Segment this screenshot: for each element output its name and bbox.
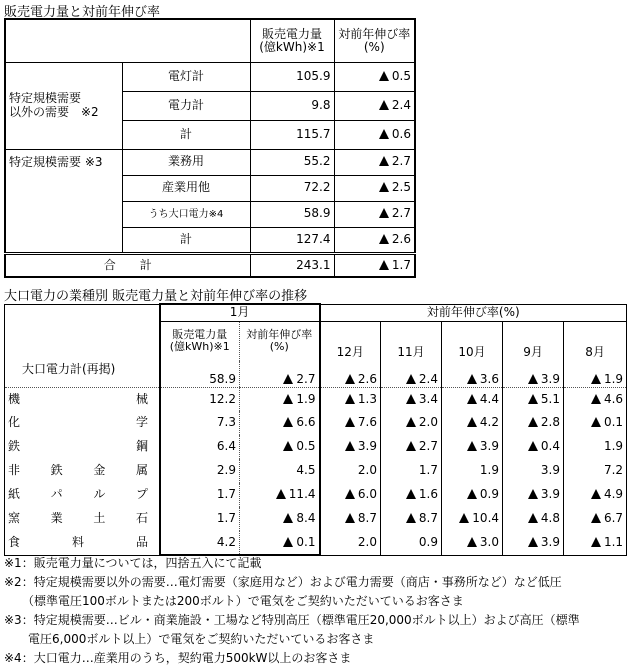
table-row (5, 411, 627, 435)
value-text: 5.1 (540, 391, 561, 406)
negative-triangle-icon (467, 537, 477, 547)
sales-value (160, 531, 240, 555)
trend-value (381, 459, 442, 483)
negative-triangle-icon (276, 489, 286, 499)
negative-triangle-icon (591, 417, 601, 427)
value-text: 3.9 (479, 439, 500, 454)
negative-triangle-icon (406, 394, 416, 404)
trend-value (381, 483, 442, 507)
sales-value (250, 62, 334, 91)
trend-value (503, 483, 564, 507)
trend-value (320, 361, 381, 387)
value-text: 1.3 (357, 391, 378, 406)
sales-value (160, 387, 240, 411)
row-label-char: 食 (8, 535, 21, 550)
month-col-header (320, 321, 381, 361)
row-label-char: 属 (135, 463, 148, 478)
value-text: 3.4 (418, 391, 439, 406)
month-col-header (442, 321, 503, 361)
row-label-text: 産業用他 (161, 180, 210, 195)
header-yoy-line2: (%) (363, 39, 385, 54)
row-label-char: 非 (8, 463, 21, 478)
trend-value (320, 387, 381, 411)
negative-triangle-icon (283, 394, 293, 404)
negative-triangle-icon (591, 394, 601, 404)
table-row (5, 435, 627, 459)
total-yoy (334, 253, 415, 277)
value-text: 3.0 (479, 535, 500, 550)
row-label (122, 120, 250, 149)
month-text: 12月 (336, 344, 364, 359)
sales-text: 4.2 (216, 534, 236, 549)
sales-text: 12.2 (209, 391, 236, 406)
sales-text: 2.9 (216, 463, 236, 478)
h2-yoy-2: (%) (269, 340, 289, 354)
month-text: 9月 (523, 344, 543, 359)
trend-value (442, 531, 503, 555)
trend-value (381, 411, 442, 435)
footnote-line: ※1：販売電力量については，四捨五入にて記載 (4, 556, 262, 570)
yoy-text: 2.7 (391, 206, 411, 221)
yoy-trend-header-text: 対前年伸び率(%) (426, 304, 520, 319)
sales-text: 55.2 (303, 154, 331, 169)
row-label-text: 電力計 (167, 97, 204, 112)
value-text: 0.1 (296, 534, 316, 549)
trend-value (503, 361, 564, 387)
table-row (5, 62, 415, 91)
negative-triangle-icon (591, 374, 601, 384)
negative-triangle-icon (528, 394, 538, 404)
row-label (5, 507, 160, 531)
value-text: 2.4 (418, 372, 439, 387)
trend-value (320, 435, 381, 459)
footnote-line: ※4：大口電力…産業用のうち，契約電力500kW以上のお客さま (4, 651, 352, 665)
negative-triangle-icon (591, 537, 601, 547)
row-label-char: 金 (93, 463, 106, 478)
row-label-char: 業 (50, 511, 63, 526)
value-text: 2.8 (540, 415, 561, 430)
trend-value (381, 361, 442, 387)
row-label (122, 227, 250, 253)
row-label-text: 計 (179, 231, 192, 246)
sales-text: 72.2 (303, 180, 331, 195)
trend-value (381, 531, 442, 555)
value-text: 1.9 (603, 372, 624, 387)
row-label-char: 紙 (8, 487, 21, 502)
sales-text: 58.9 (303, 206, 331, 221)
negative-triangle-icon (379, 71, 389, 81)
header-blank (5, 19, 250, 62)
sales-value (160, 411, 240, 435)
yoy-value (334, 227, 415, 253)
row-label (5, 531, 160, 555)
trend-value (442, 459, 503, 483)
yoy-value (334, 149, 415, 175)
trend-value (381, 435, 442, 459)
sales-value (160, 507, 240, 531)
row-label-char: 石 (135, 511, 148, 526)
trend-value (381, 387, 442, 411)
value-text: 1.1 (603, 535, 624, 550)
row-label (122, 62, 250, 91)
value-text: 2.7 (296, 372, 316, 387)
sales-text: 1.7 (216, 511, 236, 526)
row-label-char: 化 (8, 415, 21, 430)
month-text: 11月 (397, 344, 425, 359)
sales-value (250, 91, 334, 120)
row-label (5, 435, 160, 459)
table-row (5, 507, 627, 531)
row-label-char: 窯 (8, 511, 21, 526)
yoy-text: 2.7 (391, 154, 411, 169)
sales-value (160, 483, 240, 507)
value-text: 2.0 (357, 463, 378, 478)
trend-value (564, 531, 627, 555)
row-label-char: 機 (8, 391, 21, 406)
table2-title: 大口電力の業種別 販売電力量と対前年伸び率の推移 (4, 289, 308, 304)
trend-value (564, 459, 627, 483)
value-text: 6.7 (603, 511, 624, 526)
industry-table (4, 303, 627, 556)
sales-text: 127.4 (296, 231, 331, 246)
footnote-line: （標準電圧100ボルトまたは200ボルト）で電気をご契約いただいているお客さま (4, 594, 464, 608)
yoy-value (240, 361, 320, 387)
value-text: 7.6 (357, 415, 378, 430)
row-label-char: 学 (135, 415, 148, 430)
sales-value (250, 149, 334, 175)
yoy-value (334, 91, 415, 120)
value-text: 8.7 (357, 511, 378, 526)
header-sales-line2: (億kWh)※1 (259, 39, 325, 54)
footnotes (4, 554, 580, 668)
header-yoy-line1: 対前年伸び率 (338, 26, 411, 41)
sales-text: 6.4 (216, 439, 236, 454)
negative-triangle-icon (283, 537, 293, 547)
value-text: 6.0 (357, 487, 378, 502)
yoy-value (334, 120, 415, 149)
row-label-text: 計 (179, 126, 192, 141)
negative-triangle-icon (406, 513, 416, 523)
trend-value (503, 387, 564, 411)
sales-text: 105.9 (296, 68, 331, 83)
negative-triangle-icon (528, 489, 538, 499)
header-sales (250, 19, 334, 62)
sales-text: 58.9 (209, 372, 236, 387)
table-row (5, 483, 627, 507)
negative-triangle-icon (345, 489, 355, 499)
trend-value (564, 361, 627, 387)
value-text: 6.6 (296, 415, 316, 430)
header-blank (5, 304, 160, 321)
negative-triangle-icon (379, 234, 389, 244)
negative-triangle-icon (528, 513, 538, 523)
negative-triangle-icon (467, 441, 477, 451)
header-sales-line1: 販売電力量 (261, 26, 322, 41)
row-label-char: 鋼 (135, 439, 148, 454)
value-text: 0.1 (603, 415, 624, 430)
total-row (5, 253, 415, 277)
header-yoy (240, 321, 320, 361)
h2-yoy-1: 対前年伸び率 (246, 328, 313, 342)
negative-triangle-icon (345, 441, 355, 451)
trend-value (442, 411, 503, 435)
negative-triangle-icon (345, 394, 355, 404)
month-header-text: 1月 (229, 305, 250, 320)
month-header (160, 304, 320, 321)
sales-value (160, 361, 240, 387)
yoy-value (240, 411, 320, 435)
negative-triangle-icon (379, 260, 389, 270)
trend-value (442, 361, 503, 387)
month-col-header (564, 321, 627, 361)
sales-value (250, 227, 334, 253)
trend-value (442, 507, 503, 531)
negative-triangle-icon (379, 129, 389, 139)
table1-title: 販売電力量と対前年伸び率 (4, 5, 161, 20)
yoy-value (334, 175, 415, 201)
trend-value (503, 435, 564, 459)
value-text: 1.9 (479, 463, 500, 478)
value-text: 0.5 (296, 439, 316, 454)
row-label (122, 201, 250, 227)
footnote-line: ※2：特定規模需要以外の需要…電灯需要（家庭用など）および電力需要（商店・事務所など）など低圧 (4, 575, 562, 589)
value-text: 1.9 (296, 391, 316, 406)
row-label (122, 149, 250, 175)
month-col-header (381, 321, 442, 361)
total-sales (250, 253, 334, 277)
trend-value (442, 435, 503, 459)
row-label-char: ル (93, 487, 106, 502)
yoy-value (240, 507, 320, 531)
row-label (5, 361, 160, 387)
value-text: 3.9 (357, 439, 378, 454)
yoy-value (240, 459, 320, 483)
value-text: 2.0 (357, 535, 378, 550)
table-row (5, 459, 627, 483)
negative-triangle-icon (379, 208, 389, 218)
trend-value (503, 507, 564, 531)
negative-triangle-icon (528, 417, 538, 427)
group1-line1: 特定規模需要 (9, 91, 82, 106)
negative-triangle-icon (283, 417, 293, 427)
value-text: 7.2 (603, 463, 624, 478)
value-text: 1.9 (603, 439, 624, 454)
value-text: 0.9 (479, 487, 500, 502)
yoy-text: 0.6 (391, 126, 411, 141)
sales-text: 7.3 (216, 415, 236, 430)
trend-value (320, 459, 381, 483)
row-label-char: パ (50, 487, 63, 502)
row-label (5, 459, 160, 483)
value-text: 4.5 (296, 463, 316, 478)
yoy-value (334, 201, 415, 227)
negative-triangle-icon (406, 441, 416, 451)
total-label (5, 253, 250, 277)
sales-text: 1.7 (216, 487, 236, 502)
negative-triangle-icon (467, 374, 477, 384)
yoy-text: 2.4 (391, 97, 411, 112)
header-yoy (334, 19, 415, 62)
negative-triangle-icon (591, 489, 601, 499)
row-label-text: うち大口電力※4 (148, 208, 224, 220)
trend-value (320, 531, 381, 555)
value-text: 2.6 (357, 372, 378, 387)
negative-triangle-icon (283, 441, 293, 451)
row-label-char: プ (135, 487, 148, 502)
yoy-trend-header (320, 304, 627, 321)
yoy-value (240, 387, 320, 411)
value-text: 8.7 (418, 511, 439, 526)
row-label (122, 91, 250, 120)
row-label (5, 411, 160, 435)
negative-triangle-icon (467, 417, 477, 427)
trend-value (320, 507, 381, 531)
negative-triangle-icon (467, 394, 477, 404)
trend-value (320, 483, 381, 507)
row-label-char: 料 (71, 535, 84, 550)
yoy-value (240, 531, 320, 555)
sales-value (160, 459, 240, 483)
month-text: 10月 (458, 344, 486, 359)
footnote-line: 電圧6,000ボルト以上）で電気をご契約いただいているお客さま (4, 632, 375, 646)
sales-text: 9.8 (311, 97, 331, 112)
row-label (122, 175, 250, 201)
sales-value (250, 201, 334, 227)
yoy-text: 2.5 (391, 180, 411, 195)
negative-triangle-icon (528, 374, 538, 384)
row-label-char: 土 (93, 511, 106, 526)
trend-value (564, 507, 627, 531)
row-label-text: 電灯計 (167, 68, 204, 83)
sales-value (250, 175, 334, 201)
value-text: 3.6 (479, 372, 500, 387)
value-text: 3.9 (540, 372, 561, 387)
negative-triangle-icon (406, 489, 416, 499)
trend-value (503, 459, 564, 483)
negative-triangle-icon (379, 156, 389, 166)
yoy-text: 2.6 (391, 231, 411, 246)
table-row (5, 531, 627, 555)
h2-sales-1: 販売電力量 (172, 328, 228, 342)
total-label-text: 合 計 (103, 257, 152, 272)
sales-text: 115.7 (296, 126, 331, 141)
row-label-char: 鉄 (50, 463, 63, 478)
row-label-char: 品 (135, 535, 148, 550)
sales-value (160, 435, 240, 459)
value-text: 0.4 (540, 439, 561, 454)
value-text: 0.9 (418, 535, 439, 550)
value-text: 3.9 (540, 463, 561, 478)
negative-triangle-icon (379, 182, 389, 192)
row-label-char: 鉄 (8, 439, 21, 454)
value-text: 4.6 (603, 391, 624, 406)
negative-triangle-icon (467, 489, 477, 499)
trend-value (564, 435, 627, 459)
yoy-text: 0.5 (391, 68, 411, 83)
value-text: 8.4 (296, 511, 316, 526)
value-text: 4.2 (479, 415, 500, 430)
total-yoy-text: 1.7 (391, 257, 411, 272)
header-blank (5, 321, 160, 361)
trend-value (442, 483, 503, 507)
negative-triangle-icon (283, 374, 293, 384)
group1-line2: 以外の需要 ※2 (9, 104, 99, 119)
trend-value (564, 483, 627, 507)
month-col-header (503, 321, 564, 361)
trend-value (320, 411, 381, 435)
table-row (5, 149, 415, 175)
value-text: 1.7 (418, 463, 439, 478)
sales-value (250, 120, 334, 149)
negative-triangle-icon (345, 374, 355, 384)
yoy-value (240, 435, 320, 459)
trend-value (381, 507, 442, 531)
value-text: 4.4 (479, 391, 500, 406)
total-row (5, 361, 627, 387)
value-text: 4.9 (603, 487, 624, 502)
negative-triangle-icon (459, 513, 469, 523)
group-label-specified (5, 149, 122, 253)
footnote-line: ※3：特定規模需要…ビル・商業施設・工場など特別高圧（標準電圧20,000ボルト以上）および高圧（標準 (4, 613, 580, 627)
value-text: 3.9 (540, 535, 561, 550)
negative-triangle-icon (528, 537, 538, 547)
value-text: 1.6 (418, 487, 439, 502)
yoy-value (240, 483, 320, 507)
trend-value (503, 411, 564, 435)
trend-value (564, 411, 627, 435)
trend-value (503, 531, 564, 555)
negative-triangle-icon (345, 417, 355, 427)
table-row (5, 387, 627, 411)
group-label-non-specified (5, 62, 122, 149)
row-label-text: 大口電力計(再掲) (22, 362, 116, 376)
header-sales (160, 321, 240, 361)
trend-value (442, 387, 503, 411)
sales-table (4, 18, 416, 278)
negative-triangle-icon (379, 100, 389, 110)
value-text: 2.7 (418, 439, 439, 454)
value-text: 2.0 (418, 415, 439, 430)
h2-sales-2: (億kWh)※1 (169, 340, 230, 354)
trend-value (564, 387, 627, 411)
negative-triangle-icon (283, 513, 293, 523)
negative-triangle-icon (406, 417, 416, 427)
yoy-value (334, 62, 415, 91)
total-sales-text: 243.1 (296, 257, 331, 272)
negative-triangle-icon (591, 513, 601, 523)
negative-triangle-icon (345, 513, 355, 523)
row-label-char: 械 (135, 391, 148, 406)
negative-triangle-icon (528, 441, 538, 451)
value-text: 3.9 (540, 487, 561, 502)
value-text: 4.8 (540, 511, 561, 526)
negative-triangle-icon (406, 374, 416, 384)
row-label-text: 業務用 (167, 154, 204, 169)
group2-label: 特定規模需要 ※3 (9, 154, 103, 169)
row-label (5, 483, 160, 507)
month-text: 8月 (585, 344, 605, 359)
row-label (5, 387, 160, 411)
value-text: 10.4 (472, 511, 500, 526)
value-text: 11.4 (288, 487, 316, 502)
